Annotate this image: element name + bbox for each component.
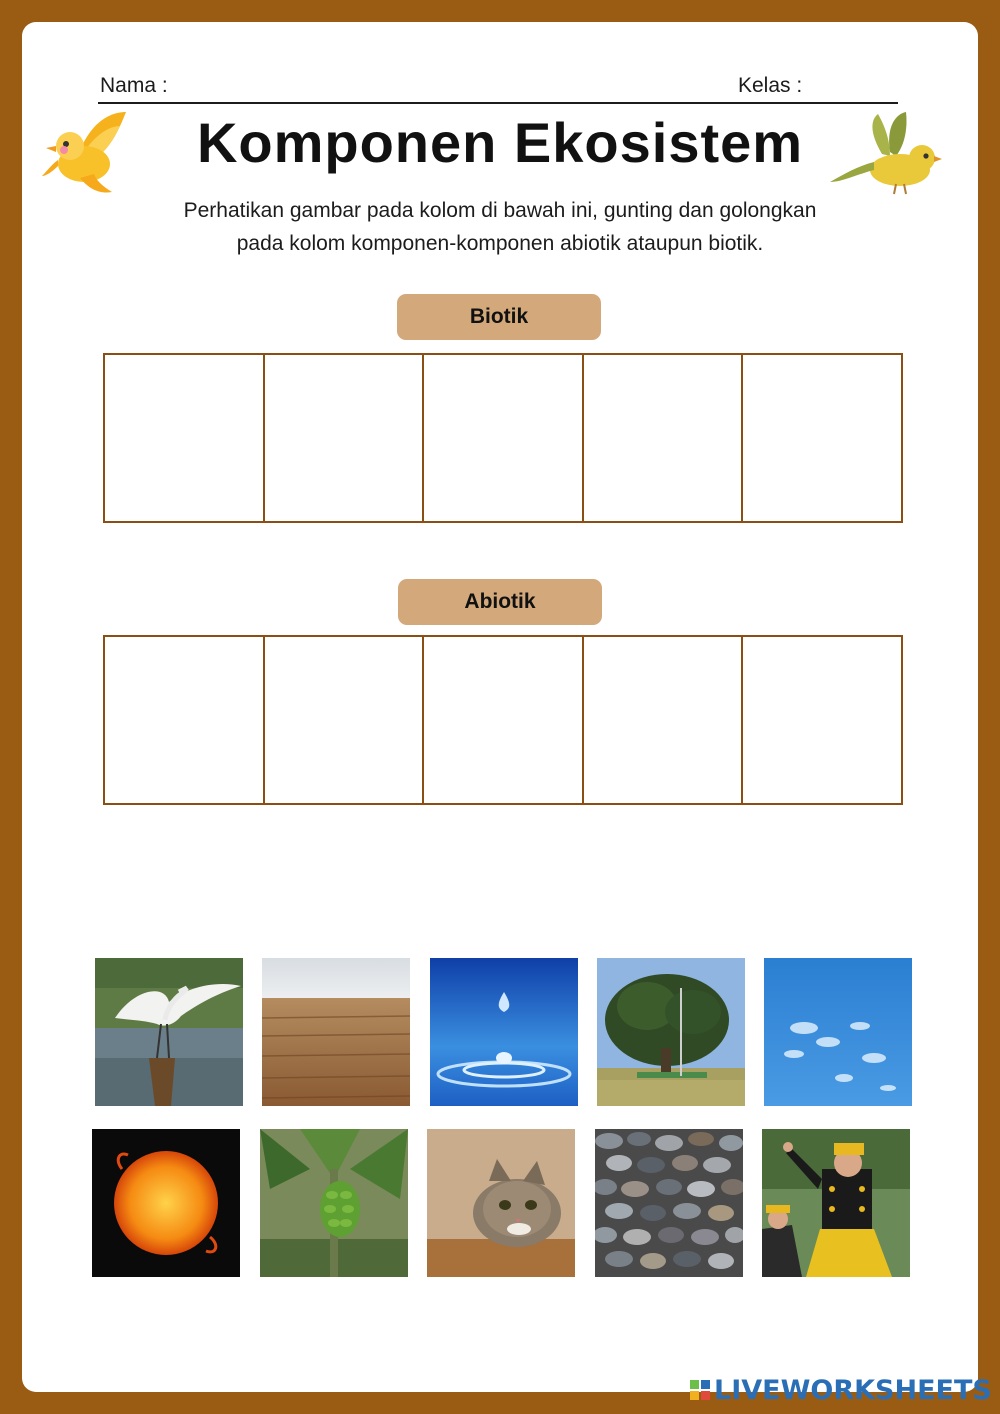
nama-label: Nama : [100, 74, 168, 97]
instruction-line-1: Perhatikan gambar pada kolom di bawah ini, gunting dan golongkan [183, 199, 817, 222]
abiotik-drop-box[interactable] [584, 637, 744, 803]
abiotik-drop-box[interactable] [743, 637, 901, 803]
abiotik-drop-box[interactable] [265, 637, 425, 803]
abiotik-drop-grid [103, 635, 903, 805]
abiotik-drop-box[interactable] [105, 637, 265, 803]
abiotik-drop-box[interactable] [424, 637, 584, 803]
water-drop-icon[interactable] [430, 958, 578, 1106]
bird-right-icon [830, 112, 942, 203]
page-title: Komponen Ekosistem [196, 111, 804, 174]
biotik-label: Biotik [397, 294, 601, 340]
dancer-icon[interactable] [762, 1129, 910, 1277]
abiotik-label: Abiotik [398, 579, 602, 625]
biotik-drop-box[interactable] [424, 355, 584, 521]
biotik-drop-box[interactable] [743, 355, 901, 521]
instruction-text [102, 194, 898, 260]
tree-icon[interactable] [597, 958, 745, 1106]
student-info-line [98, 74, 898, 104]
banana-plant-icon[interactable] [260, 1129, 408, 1277]
sun-icon[interactable] [92, 1129, 240, 1277]
brand-text: LIVEWORKSHEETS [714, 1374, 992, 1406]
biotik-drop-box[interactable] [584, 355, 744, 521]
biotik-drop-box[interactable] [105, 355, 265, 521]
worksheet-page [22, 22, 978, 1392]
kelas-label: Kelas : [738, 74, 803, 97]
biotik-drop-box[interactable] [265, 355, 425, 521]
logo-blocks-icon [690, 1380, 710, 1400]
liveworksheets-logo [690, 1372, 992, 1408]
cat-icon[interactable] [427, 1129, 575, 1277]
instruction-line-2: pada kolom komponen-komponen abiotik ataupun biotik. [236, 232, 764, 255]
soil-icon[interactable] [262, 958, 410, 1106]
sky-icon[interactable] [764, 958, 912, 1106]
stones-icon[interactable] [595, 1129, 743, 1277]
biotik-drop-grid [103, 353, 903, 523]
egret-icon[interactable] [95, 958, 243, 1106]
